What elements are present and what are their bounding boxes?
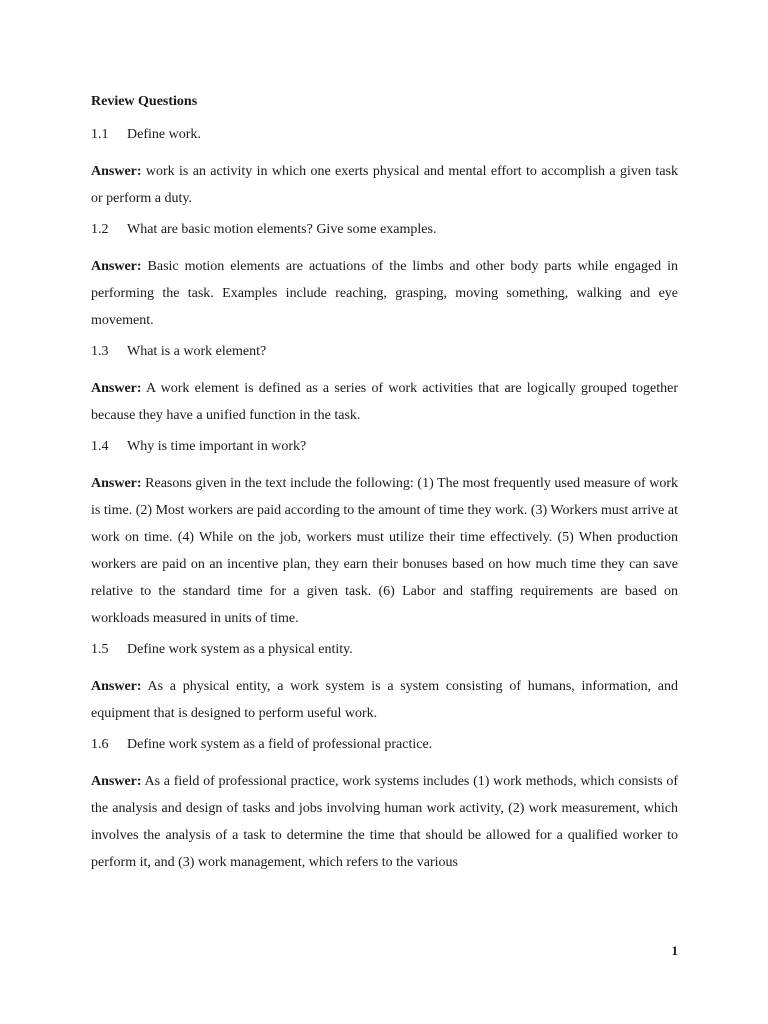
answer-1-6	[91, 768, 678, 876]
question-1-1	[91, 125, 678, 145]
question-number: 1.2	[91, 222, 109, 237]
answer-1-2	[91, 253, 678, 334]
answer-1-5	[91, 673, 678, 727]
question-text: Define work system as a field of professional practice.	[127, 737, 433, 752]
answer-label: Answer:	[91, 679, 142, 694]
answer-label: Answer:	[91, 164, 142, 179]
question-number: 1.3	[91, 344, 109, 359]
question-text: What are basic motion elements? Give some examples.	[127, 222, 437, 237]
document-page	[91, 92, 678, 884]
answer-label: Answer:	[91, 381, 142, 396]
answer-label: Answer:	[91, 774, 142, 789]
question-1-6	[91, 735, 678, 755]
answer-text: Reasons given in the text include the following: (1) The most frequently used measure of work is time. (2) Most workers are paid according to the amount of time they work. (3) Workers must arrive at work on time. (4) While on the job, workers must utilize their time effectively. (5) When production workers are paid on an incentive plan, they earn their bonuses based on how much time they can save relative to the standard time for a given task. (6) Labor and staffing requirements are based on workloads measured in units of time.	[91, 476, 678, 626]
answer-label: Answer:	[91, 476, 142, 491]
answer-1-4	[91, 470, 678, 632]
question-number: 1.1	[91, 127, 109, 142]
answer-label: Answer:	[91, 259, 142, 274]
question-1-4	[91, 437, 678, 457]
question-text: Define work system as a physical entity.	[127, 642, 353, 657]
answer-text: Basic motion elements are actuations of the limbs and other body parts while engaged in performing the task. Examples include reaching, grasping, moving something, walking and eye movement.	[91, 259, 679, 328]
question-text: Define work.	[127, 127, 201, 142]
question-1-5	[91, 640, 678, 660]
answer-1-1	[91, 158, 678, 212]
question-number: 1.6	[91, 737, 109, 752]
answer-text: work is an activity in which one exerts physical and mental effort to accomplish a given task or perform a duty.	[91, 164, 678, 206]
answer-text: As a field of professional practice, work systems includes (1) work methods, which consists of the analysis and design of tasks and jobs involving human work activity, (2) work measurement, which involves the analysis of a task to determine the time that should be allowed for a qualified worker to perform it, and (3) work management, which refers to the various	[91, 774, 678, 870]
question-1-2	[91, 220, 678, 240]
answer-1-3	[91, 375, 678, 429]
section-heading: Review Questions	[91, 94, 198, 109]
answer-text: As a physical entity, a work system is a system consisting of humans, information, and equipment that is designed to perform useful work.	[91, 679, 678, 721]
question-text: What is a work element?	[127, 344, 267, 359]
question-1-3	[91, 342, 678, 362]
page-number: 1	[671, 943, 678, 958]
question-number: 1.5	[91, 642, 109, 657]
question-text: Why is time important in work?	[127, 439, 307, 454]
answer-text: A work element is defined as a series of work activities that are logically grouped together because they have a unified function in the task.	[91, 381, 678, 423]
question-number: 1.4	[91, 439, 109, 454]
